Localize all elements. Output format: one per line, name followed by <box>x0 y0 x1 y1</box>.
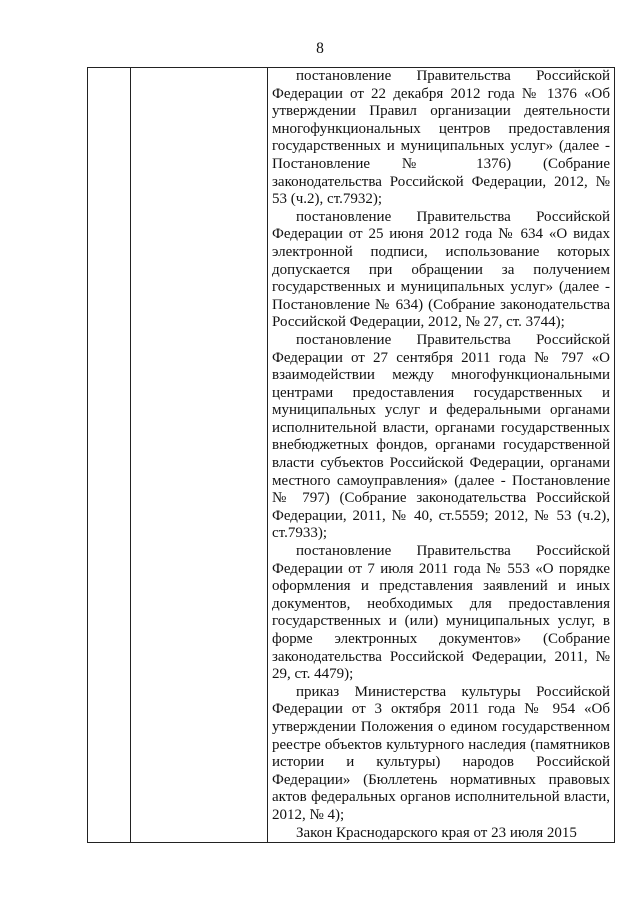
paragraph-order-954: приказ Министерства культуры Российской Федерации от 3 октября 2011 года № 954 «Об утверждении Положения о едином государственном реестре объектов культурного наследия (памятников истории и культуры) народов Российской Федерации» (Бюллетень нормативных правовых актов федеральных органов исполнительной власти, 2012, № 4); <box>272 683 610 823</box>
paragraph-resolution-553: постановление Правительства Российской Федерации от 7 июля 2011 года № 553 «О порядке оформления и представления заявлений и иных документов, необходимых для предоставления государственных и (или) муниципальных услуг, в форме электронных документов» (Собрание законодательства Российской Федерации, 2011, № 29, ст. 4479); <box>272 543 610 683</box>
legal-basis-table <box>87 67 615 843</box>
paragraph-resolution-797: постановление Правительства Российской Федерации от 27 сентября 2011 года № 797 «О взаимодействии между многофункциональными центрами предоставления государственных и муниципальных услуг и федеральными органами исполнительной власти, органами государственных внебюджетных фондов, органами государственной власти субъектов Российской Федерации, органами местного самоуправления» (далее - Постановление № 797) (Собрание законодательства Российской Федерации, 2011, № 40, ст.5559; 2012, № 53 (ч.2), ст.7933); <box>272 331 610 542</box>
paragraph-krasnodar-law: Закон Краснодарского края от 23 июля 2015 <box>296 824 577 841</box>
page-number: 8 <box>316 40 324 57</box>
label-cell <box>131 68 268 843</box>
content-cell <box>268 68 615 843</box>
table-row <box>88 68 615 843</box>
number-cell <box>88 68 131 843</box>
paragraph-resolution-634: постановление Правительства Российской Федерации от 25 июня 2012 года № 634 «О видах электронной подписи, использование которых допускается при обращении за получением государственных и муниципальных услуг» (далее - Постановление № 634) (Собрание законодательства Российской Федерации, 2012, № 27, ст. 3744); <box>272 208 610 331</box>
paragraph-resolution-1376: постановление Правительства Российской Федерации от 22 декабря 2012 года № 1376 «Об утверждении Правил организации деятельности многофункциональных центров предоставления государственных и муниципальных услуг» (далее - Постановление № 1376) (Собрание законодательства Российской Федерации, 2012, № 53 (ч.2), ст.7932); <box>272 68 610 208</box>
